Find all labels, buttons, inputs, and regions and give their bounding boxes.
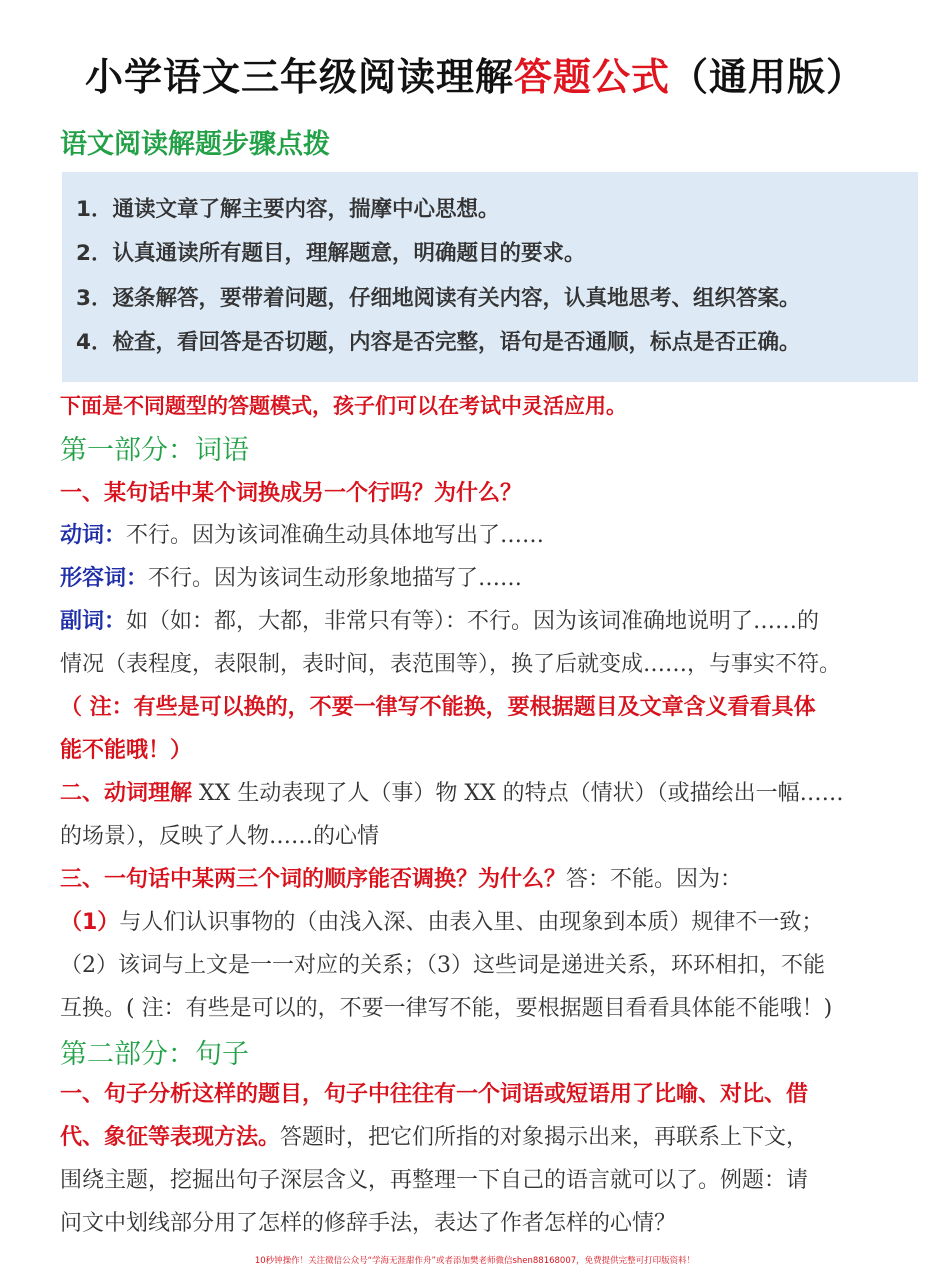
q3-line-3: 互换。( 注：有些是可以的，不要一律写不能，要根据题目看看具体能不能哦！) xyxy=(60,996,833,1021)
part1-q2-text-2: 的场景），反映了人物……的心情 xyxy=(60,824,380,849)
adv-text-2: 情况（表程度，表限制，表时间，表范围等），换了后就变成……，与事实不符。 xyxy=(60,652,842,677)
note-1b: 能不能哦！） xyxy=(60,738,193,763)
title-highlight: 答题公式 xyxy=(513,55,670,99)
footer-note: 10秒钟操作！关注微信公众号“学海无涯甜作舟”或者添加樊老师微信shen88168007，免费提供完整可打印版资料！ xyxy=(254,1256,696,1266)
title-prefix: 小学语文三年级阅读理解 xyxy=(84,55,514,99)
part1-q2-title: 二、动词理解 xyxy=(60,781,193,806)
step-item: 3．逐条解答，要带着问题，仔细地阅读有关内容，认真地思考、组织答案。 xyxy=(76,286,801,311)
step-item: 1．通读文章了解主要内容，揣摩中心思想。 xyxy=(76,197,500,222)
intro-text: 下面是不同题型的答题模式，孩子们可以在考试中灵活应用。 xyxy=(60,394,627,418)
verb-text: 不行。因为该词准确生动具体地写出了…… xyxy=(126,523,545,548)
steps-box xyxy=(62,172,918,382)
part1-q3-title: 三、一句话中某两三个词的顺序能否调换？为什么？ xyxy=(60,867,567,892)
part2-q1-title-b: 代、象征等表现方法。 xyxy=(60,1125,281,1150)
part1-heading: 第一部分：词语 xyxy=(60,435,249,466)
adv-label: 副词： xyxy=(60,609,127,634)
adv-text: 如（如：都，大都，非常只有等）：不行。因为该词准确地说明了……的 xyxy=(126,609,820,634)
part2-heading: 第二部分：句子 xyxy=(60,1039,249,1070)
q3-item1: 与人们认识事物的（由浅入深、由表入里、由现象到本质）规律不一致； xyxy=(119,910,824,935)
part2-q1-text-b: 答题时，把它们所指的对象揭示出来，再联系上下文， xyxy=(280,1125,809,1150)
step-item: 4．检查，看回答是否切题，内容是否完整，语句是否通顺，标点是否正确。 xyxy=(76,330,801,355)
part2-q1-title-a: 一、句子分析这样的题目，句子中往往有一个词语或短语用了比喻、对比、借 xyxy=(60,1082,809,1107)
title-suffix: （通用版） xyxy=(670,55,866,99)
part2-q1-text-c: 围绕主题，挖掘出句子深层含义，再整理一下自己的语言就可以了。例题：请 xyxy=(60,1168,809,1193)
note-1a: （ 注：有些是可以换的，不要一律写不能换，要根据题目及文章含义看看具体 xyxy=(60,695,816,720)
adj-text: 不行。因为该词生动形象地描写了…… xyxy=(148,566,523,591)
part1-q1-title: 一、某句话中某个词换成另一个行吗？为什么？ xyxy=(60,481,523,506)
verb-label: 动词： xyxy=(60,523,127,548)
part1-q3-text: 答：不能。因为： xyxy=(566,867,743,892)
q3-line-2: （2）该词与上文是一一对应的关系；（3）这些词是递进关系，环环相扣，不能 xyxy=(60,953,825,978)
q3-item1-num: （1） xyxy=(60,910,120,935)
adj-label: 形容词： xyxy=(60,566,149,591)
step-item: 2．认真通读所有题目，理解题意，明确题目的要求。 xyxy=(76,241,586,266)
part2-q1-text-d: 问文中划线部分用了怎样的修辞手法，表达了作者怎样的心情？ xyxy=(60,1211,677,1236)
page-title xyxy=(0,46,950,101)
steps-heading: 语文阅读解题步骤点拨 xyxy=(60,129,330,160)
part1-q2-text: XX 生动表现了人（事）物 XX 的特点（情状）（或描绘出一幅…… xyxy=(192,781,844,806)
